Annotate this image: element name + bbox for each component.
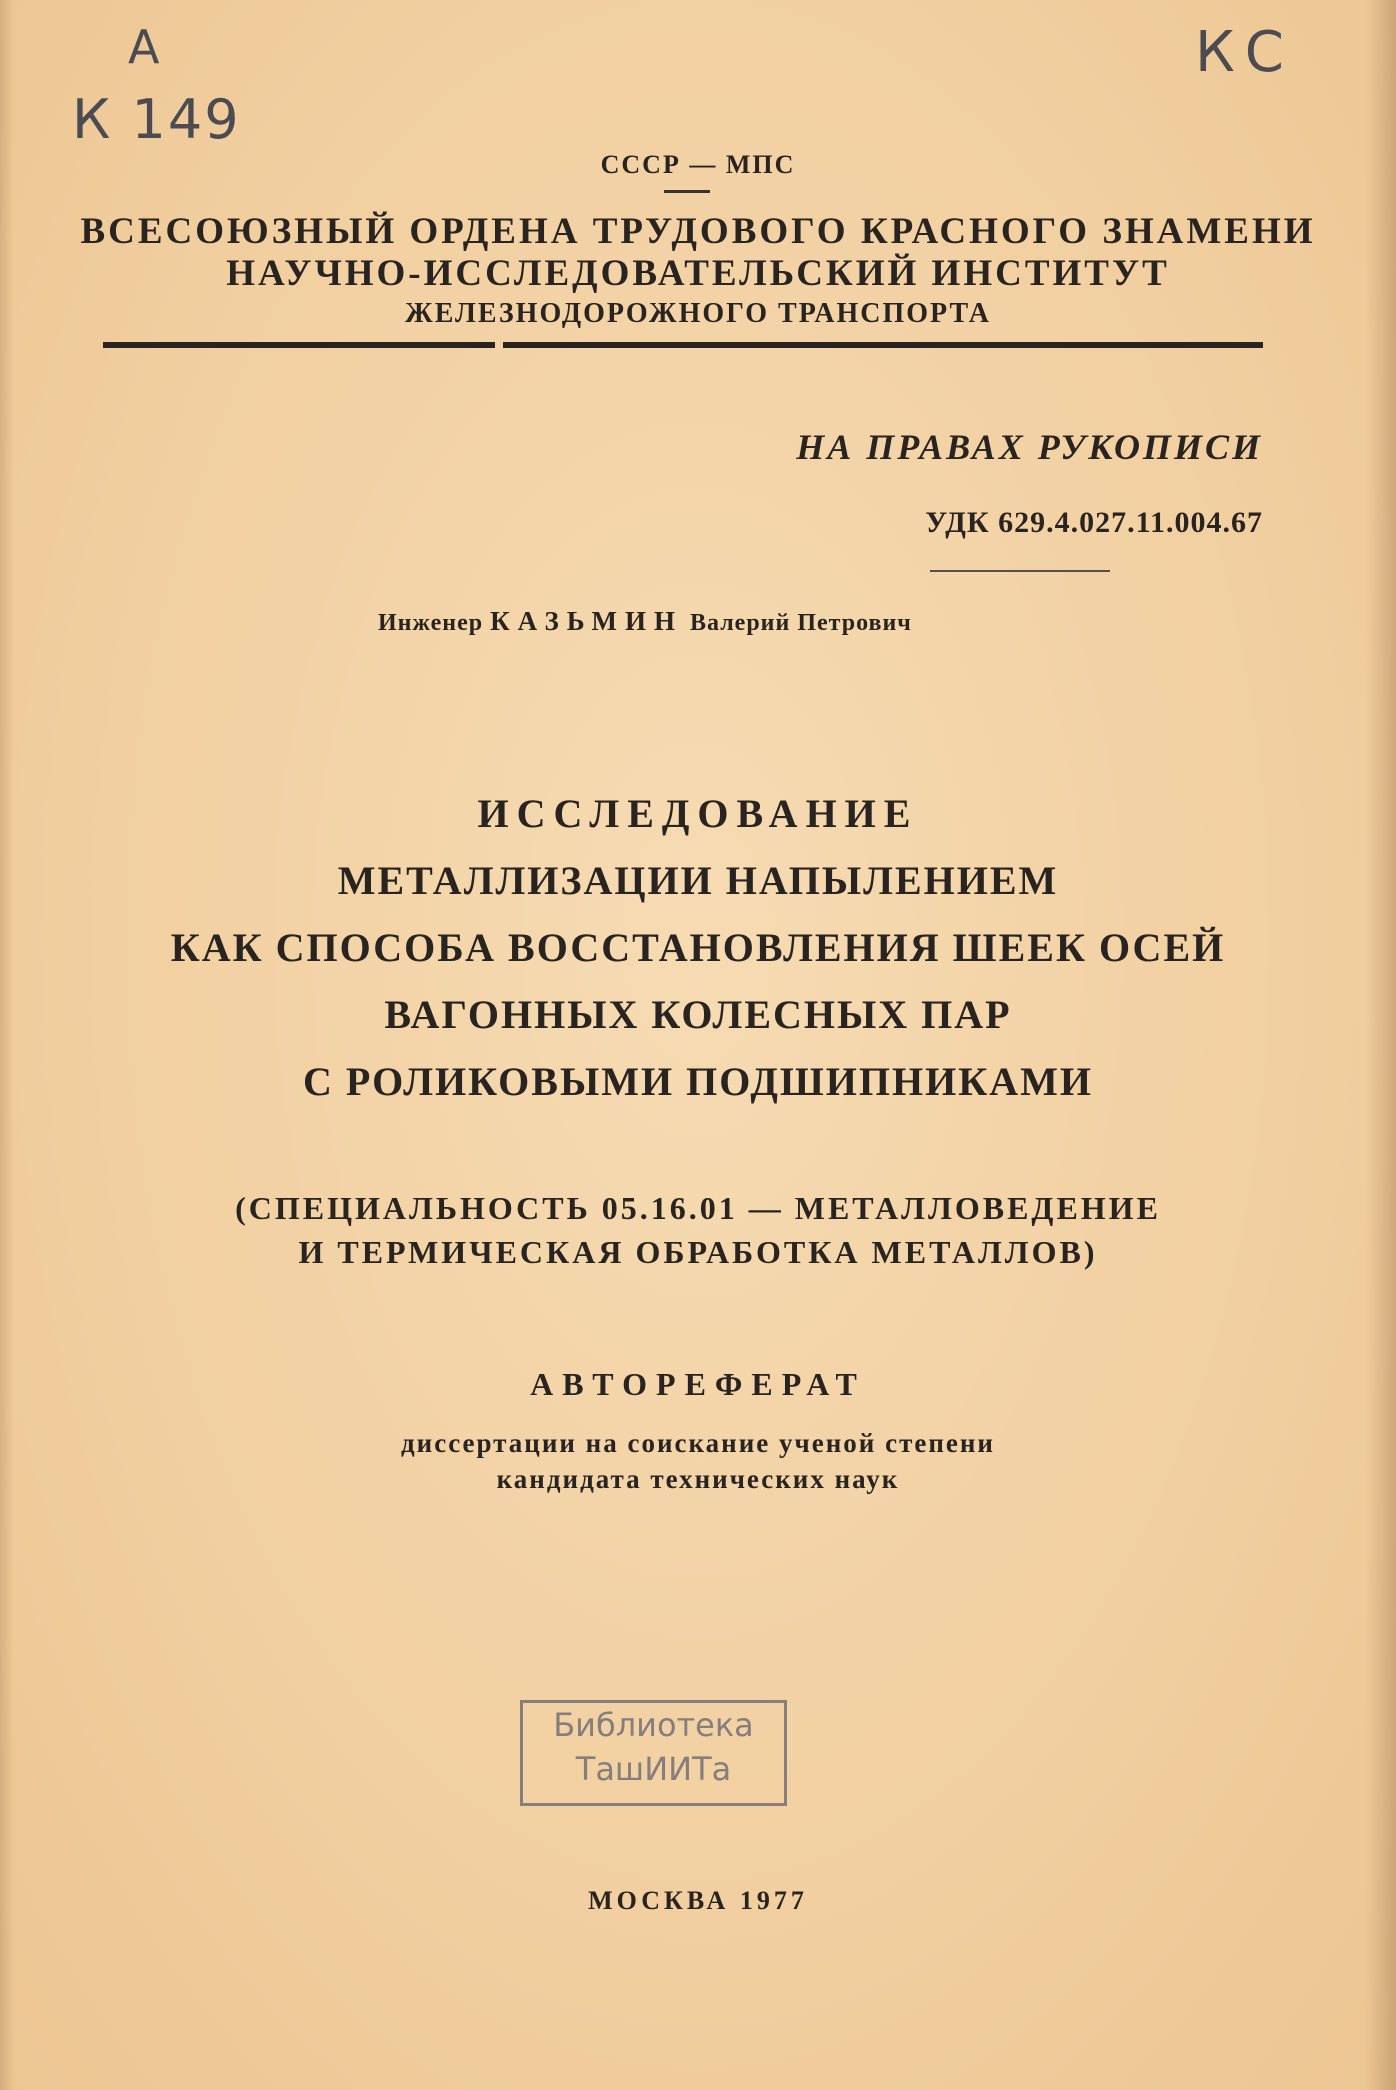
institute-line-2: НАУЧНО-ИССЛЕДОВАТЕЛЬСКИЙ ИНСТИТУТ — [226, 253, 1170, 294]
author-prefix: Инженер — [378, 610, 484, 636]
title-line-1: ИССЛЕДОВАНИЕ — [477, 791, 919, 836]
ministry-line: СССР — МПС — [600, 150, 796, 179]
header-rule-left — [103, 342, 495, 348]
specialty-line-2: И ТЕРМИЧЕСКАЯ ОБРАБОТКА МЕТАЛЛОВ) — [298, 1234, 1098, 1270]
abstract-label: АВТОРЕФЕРАТ — [530, 1366, 866, 1402]
udk-underline — [930, 570, 1110, 572]
author-given-name: Валерий Петрович — [689, 610, 912, 636]
institute-line-1: ВСЕСОЮЗНЫЙ ОРДЕНА ТРУДОВОГО КРАСНОГО ЗНАМЕНИ — [80, 211, 1316, 252]
manuscript-note: НА ПРАВАХ РУКОПИСИ — [796, 427, 1263, 467]
header-divider-tick — [664, 190, 710, 193]
stamp-line-2: ТашИИТа — [575, 1750, 732, 1788]
stamp-line-1: Библиотека — [553, 1706, 754, 1744]
header-rule-right — [503, 342, 1263, 348]
title-line-5: С РОЛИКОВЫМИ ПОДШИПНИКАМИ — [303, 1059, 1093, 1104]
title-line-3: КАК СПОСОБА ВОССТАНОВЛЕНИЯ ШЕЕК ОСЕЙ — [170, 925, 1226, 970]
author-surname: КАЗЬМИН — [490, 606, 683, 636]
title-line-2: МЕТАЛЛИЗАЦИИ НАПЫЛЕНИЕМ — [337, 858, 1059, 903]
degree-line-2: кандидата технических наук — [496, 1464, 900, 1494]
institute-line-3: ЖЕЛЕЗНОДОРОЖНОГО ТРАНСПОРТА — [405, 298, 991, 329]
title-line-4: ВАГОННЫХ КОЛЕСНЫХ ПАР — [384, 992, 1012, 1037]
handwritten-note-a: А — [128, 20, 160, 74]
library-stamp — [520, 1700, 787, 1806]
imprint-city-year: МОСКВА 1977 — [588, 1886, 808, 1915]
degree-line-1: диссертации на соискание ученой степени — [401, 1428, 995, 1458]
author-line — [378, 606, 912, 637]
udk-code: УДК 629.4.027.11.004.67 — [925, 506, 1263, 539]
handwritten-call-number: К 149 — [72, 88, 241, 151]
specialty-line-1: (СПЕЦИАЛЬНОСТЬ 05.16.01 — МЕТАЛЛОВЕДЕНИЕ — [235, 1190, 1161, 1226]
handwritten-note-kc: КС — [1195, 20, 1294, 85]
